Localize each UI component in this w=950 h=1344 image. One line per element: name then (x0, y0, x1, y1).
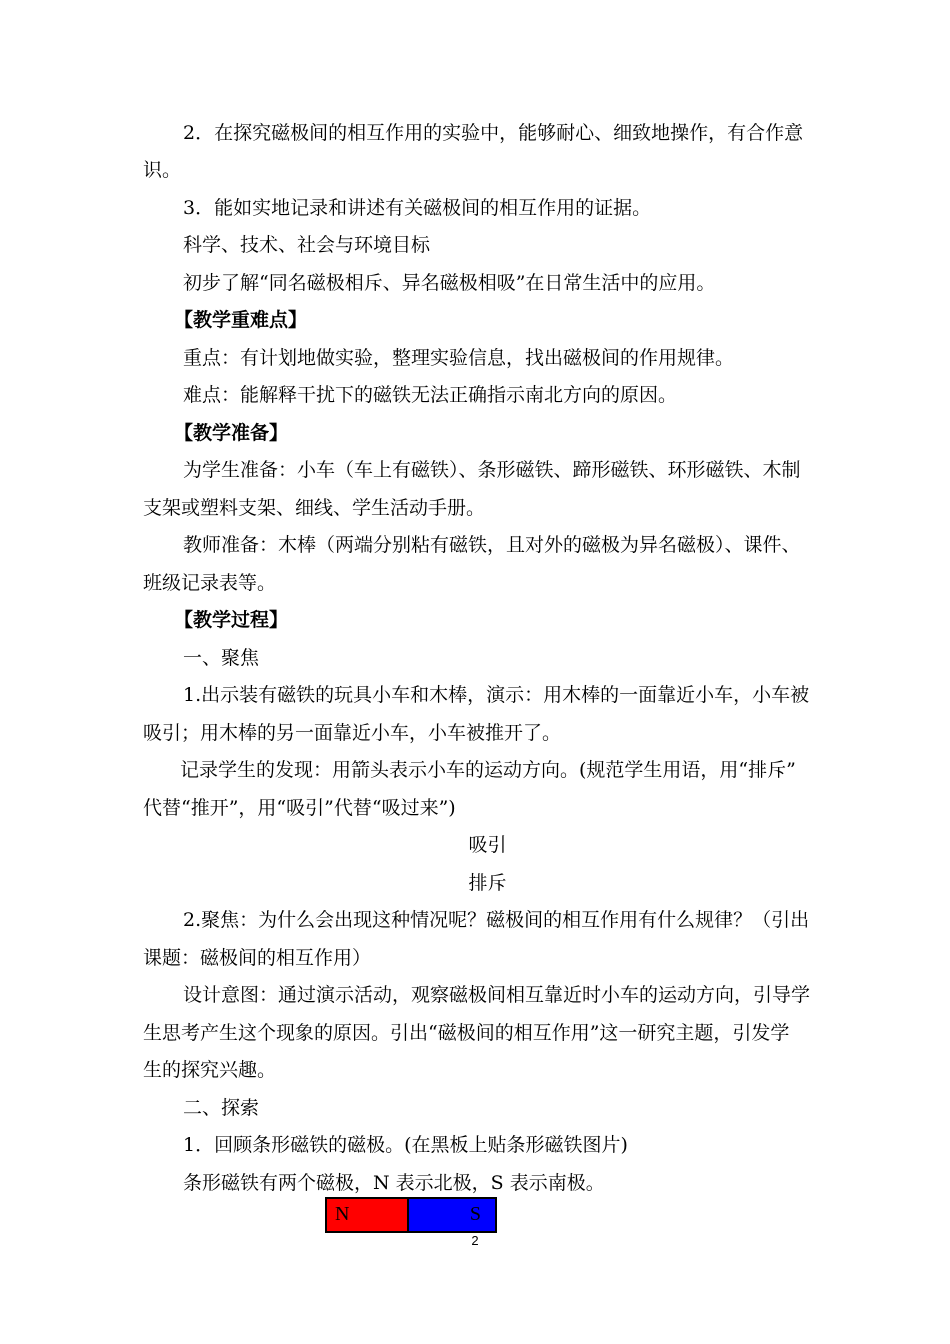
goal-3: 3．能如实地记录和讲述有关磁极间的相互作用的证据。 (183, 197, 652, 219)
focus-step-1-line-2: 吸引；用木棒的另一面靠近小车，小车被推开了。 (143, 722, 562, 744)
page-number: 2 (471, 1233, 479, 1248)
difficult-point: 难点：能解释干扰下的磁铁无法正确指示南北方向的原因。 (183, 384, 678, 406)
design-intent-line-2: 生思考产生这个现象的原因。引出“磁极间的相互作用”这一研究主题，引发学 (143, 1022, 790, 1044)
repel-label: 排斥 (468, 872, 507, 894)
record-line-1: 记录学生的发现：用箭头表示小车的运动方向。(规范学生用语，用“排斥” (180, 759, 796, 781)
bar-magnet-diagram (325, 1197, 497, 1233)
magnet-north-pole (327, 1199, 409, 1231)
magnet-south-pole (409, 1199, 495, 1231)
heading-preparation: 【教学准备】 (174, 422, 289, 444)
goal-2-line-2: 识。 (143, 159, 182, 181)
north-pole-label: N (335, 1203, 350, 1225)
focus-step-2-line-2: 课题：磁极间的相互作用） (143, 947, 372, 969)
focus-step-2-line-1: 2.聚焦：为什么会出现这种情况呢？磁极间的相互作用有什么规律？（引出 (183, 909, 810, 931)
heading-process: 【教学过程】 (174, 609, 289, 631)
design-intent-line-3: 生的探究兴趣。 (143, 1059, 277, 1081)
teacher-prep-line-1: 教师准备：木棒（两端分别粘有磁铁，且对外的磁极为异名磁极）、课件、 (183, 534, 801, 556)
design-intent-line-1: 设计意图：通过演示活动，观察磁极间相互靠近时小车的运动方向，引导学 (183, 984, 811, 1006)
sts-goal-title: 科学、技术、社会与环境目标 (183, 234, 431, 256)
explore-step-1-detail: 条形磁铁有两个磁极，N 表示北极，S 表示南极。 (183, 1172, 605, 1194)
teacher-prep-line-2: 班级记录表等。 (143, 572, 277, 594)
focus-step-1-line-1: 1.出示装有磁铁的玩具小车和木棒，演示：用木棒的一面靠近小车，小车被 (183, 684, 810, 706)
south-pole-label: S (469, 1203, 481, 1225)
student-prep-line-2: 支架或塑料支架、细线、学生活动手册。 (143, 497, 486, 519)
section-2-title: 二、探索 (183, 1097, 260, 1119)
key-point: 重点：有计划地做实验，整理实验信息，找出磁极间的作用规律。 (183, 347, 735, 369)
explore-step-1: 1．回顾条形磁铁的磁极。(在黑板上贴条形磁铁图片) (183, 1134, 628, 1156)
attract-label: 吸引 (468, 834, 507, 856)
record-line-2: 代替“推开”，用“吸引”代替“吸过来”) (143, 797, 456, 819)
section-1-title: 一、聚焦 (183, 647, 260, 669)
sts-goal-text: 初步了解“同名磁极相斥、异名磁极相吸”在日常生活中的应用。 (183, 272, 716, 294)
student-prep-line-1: 为学生准备：小车（车上有磁铁）、条形磁铁、蹄形磁铁、环形磁铁、木制 (183, 459, 801, 481)
goal-2-line-1: 2．在探究磁极间的相互作用的实验中，能够耐心、细致地操作，有合作意 (183, 122, 804, 144)
heading-key-points: 【教学重难点】 (174, 309, 308, 331)
